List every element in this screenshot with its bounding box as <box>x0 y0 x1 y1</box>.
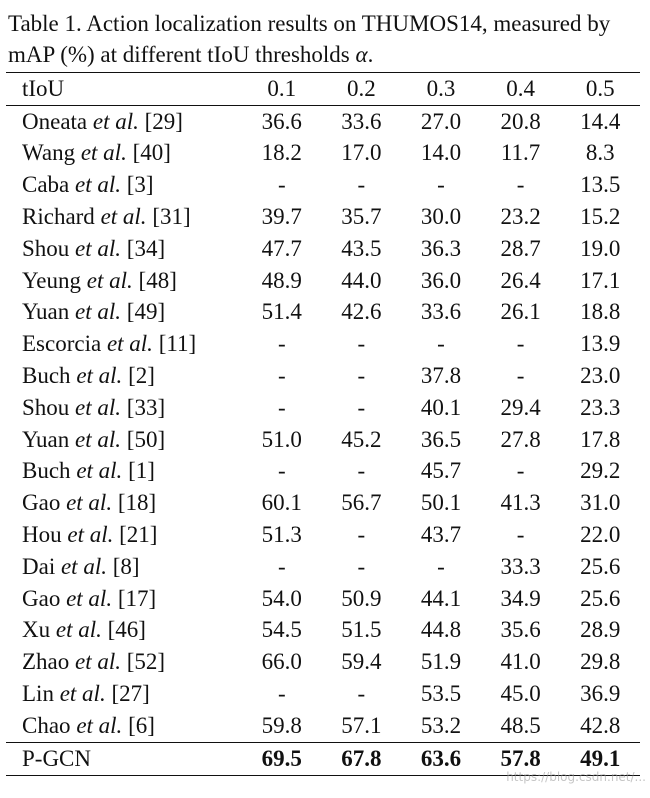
value-cell: - <box>277 681 286 707</box>
value-cell: 29.8 <box>580 649 621 675</box>
method-ref: [17] <box>117 585 157 611</box>
value-cell: 51.4 <box>261 299 302 325</box>
value-cell: - <box>357 553 366 579</box>
watermark: https://blog.csdn.net/... <box>506 770 646 784</box>
value-cell: 53.2 <box>401 710 481 742</box>
value-cell: - <box>357 172 366 198</box>
method-etal: et al. <box>75 394 122 420</box>
value-cell: - <box>277 363 286 389</box>
method-cell <box>6 138 242 170</box>
method-etal: et al. <box>76 458 123 484</box>
value-cell: 42.6 <box>341 299 382 325</box>
value-cell: - <box>277 553 286 579</box>
method-ref: [21] <box>119 522 158 548</box>
value-cell: 45.2 <box>341 426 382 452</box>
method-etal: et al. <box>59 681 106 707</box>
value-cell: 43.7 <box>420 522 462 548</box>
caption-alpha-symbol: α <box>355 42 368 67</box>
method-cell <box>6 456 242 488</box>
value-cell: 28.7 <box>500 235 541 261</box>
method-ref: [49] <box>126 299 166 325</box>
method-cell <box>6 710 242 742</box>
method-etal: et al. <box>55 617 102 643</box>
method-ref: [3] <box>126 172 154 198</box>
method-name: Shou <box>22 394 70 420</box>
header-threshold: 0.3 <box>401 73 481 106</box>
value-cell: 47.7 <box>261 235 302 261</box>
value-cell: 33.3 <box>500 553 541 579</box>
header-threshold: 0.2 <box>322 73 402 106</box>
value-cell: 11.7 <box>500 140 541 166</box>
value-cell-pgcn: 69.5 <box>242 742 322 775</box>
method-name: Buch <box>22 458 71 484</box>
table-row <box>6 615 640 647</box>
method-cell <box>6 265 242 297</box>
method-etal: et al. <box>75 299 122 325</box>
method-etal: et al. <box>86 267 133 293</box>
table-caption <box>8 8 644 70</box>
value-cell: - <box>357 458 366 484</box>
table-row <box>6 710 640 742</box>
method-ref: [50] <box>126 426 166 452</box>
method-ref: [18] <box>117 490 157 516</box>
value-cell: - <box>277 172 286 198</box>
method-ref: [2] <box>128 363 155 389</box>
value-cell: 27.0 <box>420 108 462 134</box>
method-name: Yeung <box>22 267 82 293</box>
value-cell: 51.0 <box>261 426 302 452</box>
method-etal: et al. <box>66 490 113 516</box>
value-cell: 22.0 <box>580 522 621 548</box>
method-etal: et al. <box>76 363 123 389</box>
value-cell: 53.5 <box>420 681 462 707</box>
value-cell: - <box>516 331 525 357</box>
method-cell <box>6 678 242 710</box>
value-cell: 23.0 <box>580 363 621 389</box>
value-cell: 25.6 <box>580 553 621 579</box>
method-ref: [8] <box>112 553 140 579</box>
value-cell-pgcn: 67.8 <box>322 742 402 775</box>
value-cell: 45.0 <box>500 681 541 707</box>
method-cell-pgcn: P-GCN <box>6 742 242 775</box>
value-cell: 59.8 <box>242 710 322 742</box>
method-name: Dai <box>22 553 56 579</box>
value-cell: - <box>357 394 366 420</box>
value-cell: - <box>516 172 525 198</box>
method-cell <box>6 105 242 137</box>
method-ref: [52] <box>126 649 166 675</box>
table-row <box>6 201 640 233</box>
value-cell-pgcn: 63.6 <box>401 742 481 775</box>
value-cell: 19.0 <box>580 235 621 261</box>
table-row <box>6 328 640 360</box>
value-cell: - <box>357 522 366 548</box>
value-cell: 17.1 <box>580 267 621 293</box>
value-cell: 44.1 <box>420 585 462 611</box>
method-cell <box>6 392 242 424</box>
value-cell: 29.4 <box>500 394 541 420</box>
value-cell: - <box>516 363 525 389</box>
method-cell <box>6 615 242 647</box>
header-threshold: 0.1 <box>242 73 322 106</box>
method-name: Gao <box>22 585 61 611</box>
table-body <box>6 105 640 775</box>
value-cell: 57.1 <box>322 710 402 742</box>
value-cell: 27.8 <box>500 426 541 452</box>
value-cell: 18.2 <box>261 140 302 166</box>
value-cell: 34.9 <box>500 585 541 611</box>
value-cell: 42.8 <box>560 710 640 742</box>
header-row <box>6 73 640 106</box>
table-row <box>6 265 640 297</box>
value-cell: 35.7 <box>341 204 382 230</box>
value-cell: - <box>437 553 445 579</box>
caption-text: Table 1. Action localization results on THUMOS14, measured by mAP (%) at different tIoU thresholds <box>8 11 611 67</box>
value-cell: - <box>516 458 525 484</box>
table-row <box>6 646 640 678</box>
value-cell: 17.8 <box>580 426 621 452</box>
method-etal: et al. <box>100 204 147 230</box>
method-etal: et al. <box>106 331 153 357</box>
header-threshold: 0.5 <box>560 73 640 106</box>
table-row <box>6 169 640 201</box>
table-row <box>6 456 640 488</box>
method-name: Yuan <box>22 299 70 325</box>
method-etal: et al. <box>75 426 122 452</box>
table-row <box>6 487 640 519</box>
value-cell: 36.6 <box>261 108 302 134</box>
value-cell: 48.9 <box>261 267 302 293</box>
method-ref: [48] <box>138 267 177 293</box>
value-cell: 30.0 <box>420 204 462 230</box>
table-row <box>6 392 640 424</box>
value-cell: 36.3 <box>420 235 462 261</box>
value-cell: 26.4 <box>500 267 541 293</box>
value-cell-pgcn: 57.8 <box>481 742 561 775</box>
value-cell: 50.9 <box>341 585 382 611</box>
method-name: Wang <box>22 140 76 166</box>
value-cell: 66.0 <box>261 649 302 675</box>
method-name: Caba <box>22 172 70 198</box>
method-name: Escorcia <box>22 331 102 357</box>
method-cell <box>6 328 242 360</box>
value-cell: - <box>357 331 366 357</box>
method-ref: [40] <box>132 140 171 166</box>
value-cell: 13.9 <box>580 331 621 357</box>
value-cell: - <box>437 331 445 357</box>
method-ref: [46] <box>107 617 146 643</box>
header-tiou: tIoU <box>6 73 242 106</box>
value-cell-pgcn: 49.1 <box>560 742 640 775</box>
method-etal: et al. <box>60 553 107 579</box>
value-cell: 60.1 <box>261 490 302 516</box>
method-ref: [31] <box>152 204 191 230</box>
table-row <box>6 297 640 329</box>
value-cell: 36.9 <box>580 681 621 707</box>
value-cell: 26.1 <box>500 299 541 325</box>
method-ref: [27] <box>111 681 150 707</box>
value-cell: 43.5 <box>341 235 382 261</box>
method-name: Oneata <box>22 108 88 134</box>
method-cell <box>6 583 242 615</box>
method-name: Gao <box>22 490 61 516</box>
method-name: Lin <box>22 681 54 707</box>
method-ref: [34] <box>126 235 166 261</box>
method-name: Xu <box>22 617 51 643</box>
value-cell: 45.7 <box>420 458 462 484</box>
method-etal: et al. <box>76 712 123 738</box>
table-row <box>6 583 640 615</box>
value-cell: 18.8 <box>580 299 621 325</box>
method-ref: [6] <box>128 712 155 738</box>
method-cell <box>6 551 242 583</box>
method-name: Richard <box>22 204 95 230</box>
results-table <box>6 72 640 776</box>
method-ref: [33] <box>126 394 166 420</box>
method-cell <box>6 487 242 519</box>
method-cell <box>6 169 242 201</box>
table-row <box>6 105 640 137</box>
value-cell: 20.8 <box>500 108 541 134</box>
value-cell: 44.8 <box>420 617 462 643</box>
value-cell: 54.5 <box>261 617 302 643</box>
value-cell: 14.0 <box>420 140 462 166</box>
table-row <box>6 233 640 265</box>
value-cell: 23.2 <box>500 204 541 230</box>
method-name: Chao <box>22 712 71 738</box>
caption-period: . <box>367 42 374 67</box>
value-cell: - <box>516 522 525 548</box>
method-name: Yuan <box>22 426 70 452</box>
method-cell <box>6 646 242 678</box>
value-cell: 35.6 <box>500 617 541 643</box>
value-cell: 50.1 <box>420 490 462 516</box>
method-etal: et al. <box>75 172 122 198</box>
method-etal: et al. <box>75 235 122 261</box>
value-cell: 28.9 <box>580 617 621 643</box>
table-row <box>6 678 640 710</box>
value-cell: 44.0 <box>341 267 382 293</box>
value-cell: 39.7 <box>261 204 302 230</box>
value-cell: 14.4 <box>580 108 621 134</box>
table-row <box>6 551 640 583</box>
value-cell: - <box>277 458 286 484</box>
value-cell: 48.5 <box>481 710 561 742</box>
method-etal: et al. <box>75 649 122 675</box>
method-name: Zhao <box>22 649 70 675</box>
value-cell: 25.6 <box>580 585 621 611</box>
value-cell: 36.0 <box>420 267 462 293</box>
value-cell: 13.5 <box>580 172 621 198</box>
method-cell <box>6 519 242 551</box>
value-cell: 40.1 <box>420 394 462 420</box>
value-cell: - <box>437 172 445 198</box>
value-cell: 51.5 <box>341 617 382 643</box>
method-cell <box>6 201 242 233</box>
value-cell: - <box>357 363 366 389</box>
method-ref: [11] <box>158 331 197 357</box>
table-row <box>6 138 640 170</box>
value-cell: 17.0 <box>341 140 382 166</box>
value-cell: - <box>277 394 286 420</box>
method-etal: et al. <box>92 108 139 134</box>
method-name: Hou <box>22 522 62 548</box>
table-row <box>6 424 640 456</box>
method-etal: et al. <box>66 585 113 611</box>
method-ref: [1] <box>128 458 155 484</box>
value-cell: 51.3 <box>261 522 302 548</box>
method-cell <box>6 360 242 392</box>
method-ref: [29] <box>144 108 183 134</box>
value-cell: 33.6 <box>420 299 462 325</box>
method-name: Buch <box>22 363 71 389</box>
value-cell: 8.3 <box>585 140 615 166</box>
value-cell: 15.2 <box>580 204 621 230</box>
table-row <box>6 360 640 392</box>
method-cell <box>6 233 242 265</box>
method-etal: et al. <box>80 140 127 166</box>
method-cell <box>6 297 242 329</box>
value-cell: 59.4 <box>341 649 382 675</box>
method-name: Shou <box>22 235 70 261</box>
table-row <box>6 519 640 551</box>
value-cell: 41.0 <box>500 649 541 675</box>
value-cell: 29.2 <box>580 458 621 484</box>
value-cell: - <box>277 331 286 357</box>
value-cell: 54.0 <box>261 585 302 611</box>
method-etal: et al. <box>67 522 114 548</box>
value-cell: 37.8 <box>420 363 462 389</box>
value-cell: 23.3 <box>580 394 621 420</box>
value-cell: 41.3 <box>500 490 541 516</box>
value-cell: - <box>357 681 366 707</box>
value-cell: 33.6 <box>341 108 382 134</box>
header-threshold: 0.4 <box>481 73 561 106</box>
value-cell: 36.5 <box>420 426 462 452</box>
value-cell: 51.9 <box>420 649 462 675</box>
method-cell <box>6 424 242 456</box>
value-cell: 56.7 <box>341 490 382 516</box>
value-cell: 31.0 <box>580 490 621 516</box>
